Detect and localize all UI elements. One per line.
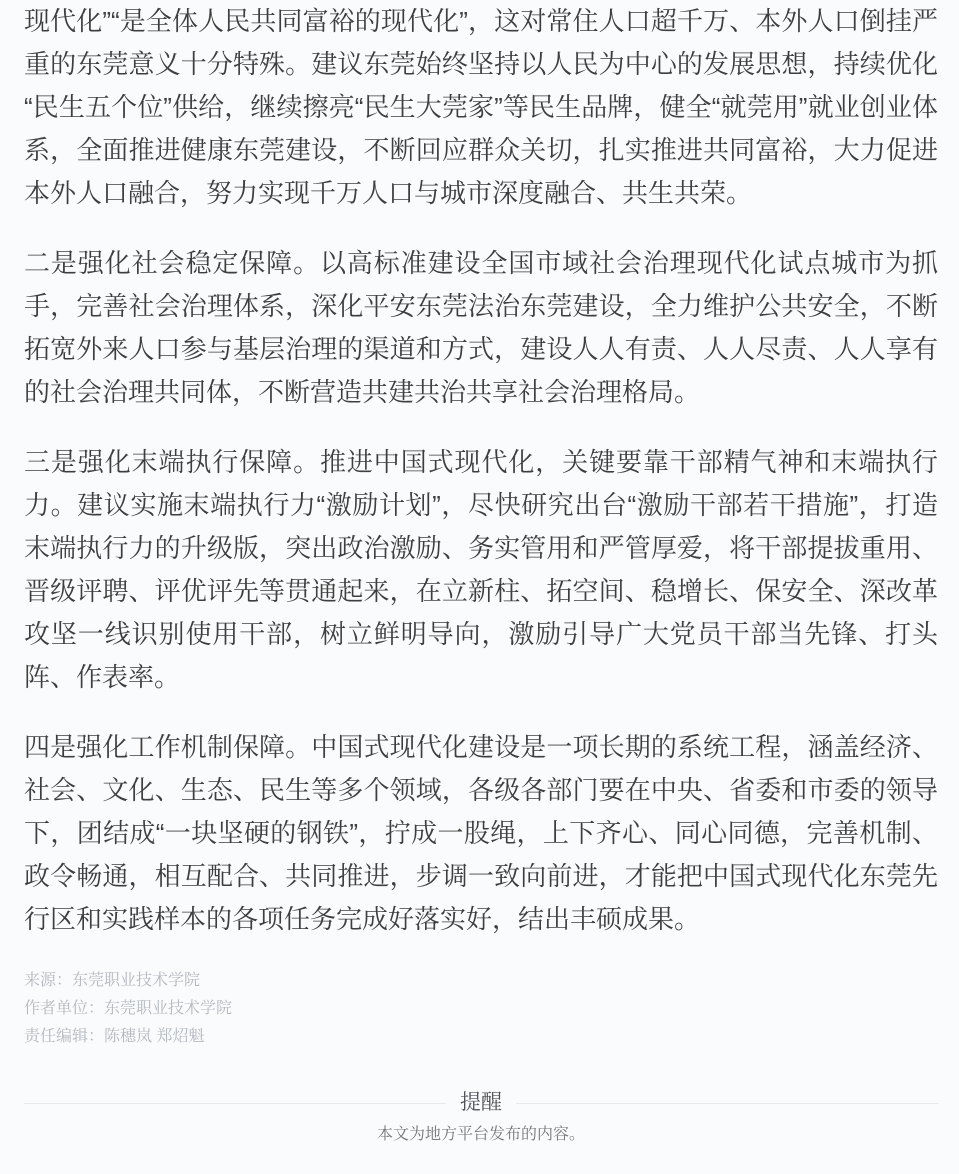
divider-line-left xyxy=(24,1103,446,1104)
meta-author-unit: 作者单位：东莞职业技术学院 xyxy=(24,1000,233,1017)
article-paragraph-4: 四是强化工作机制保障。中国式现代化建设是一项长期的系统工程，涵盖经济、社会、文化、生态、民生等多个领域，各级各部门要在中央、省委和市委的领导下，团结成“一块坚硬的钢铁”，拧成一股绳，上下齐心、同心同德，完善机制、政令畅通，相互配合、共同推进，步调一致向前进，才能把中国式现代化东莞先行区和实践样本的各项任务完成好落实好，结出丰硕成果。 xyxy=(24,732,938,934)
reminder-title: 提醒 xyxy=(460,1091,502,1114)
reminder-divider xyxy=(24,1089,938,1117)
meta-source: 来源：东莞职业技术学院 xyxy=(24,972,201,989)
article-meta xyxy=(24,967,938,1051)
article-paragraph-1: 现代化”“是全体人民共同富裕的现代化”，这对常住人口超千万、本外人口倒挂严重的东莞意义十分特殊。建议东莞始终坚持以人民为中心的发展思想，持续优化“民生五个位”供给，继续擦亮“民生大莞家”等民生品牌，健全“就莞用”就业创业体系，全面推进健康东莞建设，不断回应群众关切，扎实推进共同富裕，大力促进本外人口融合，努力实现千万人口与城市深度融合、共生共荣。 xyxy=(24,6,938,208)
reminder-notice: 本文为地方平台发布的内容。 xyxy=(376,1126,585,1143)
article-paragraph-3: 三是强化末端执行保障。推进中国式现代化，关键要靠干部精气神和末端执行力。建议实施末端执行力“激励计划”，尽快研究出台“激励干部若干措施”，打造末端执行力的升级版，突出政治激励、务实管用和严管厚爱，将干部提拔重用、晋级评聘、评优评先等贯通起来，在立新柱、拓空间、稳增长、保安全、深改革攻坚一线识别使用干部，树立鲜明导向，激励引导广大党员干部当先锋、打头阵、作表率。 xyxy=(24,447,938,692)
article-body xyxy=(24,0,938,941)
meta-editor: 责任编辑：陈穗岚 郑炤魁 xyxy=(24,1028,205,1045)
article-paragraph-2: 二是强化社会稳定保障。以高标准建设全国市域社会治理现代化试点城市为抓手，完善社会治理体系，深化平安东莞法治东莞建设，全力维护公共安全，不断拓宽外来人口参与基层治理的渠道和方式，建设人人有责、人人尽责、人人享有的社会治理共同体，不断营造共建共治共享社会治理格局。 xyxy=(24,248,938,407)
divider-line-right xyxy=(516,1103,938,1104)
reminder-section xyxy=(24,1089,938,1147)
